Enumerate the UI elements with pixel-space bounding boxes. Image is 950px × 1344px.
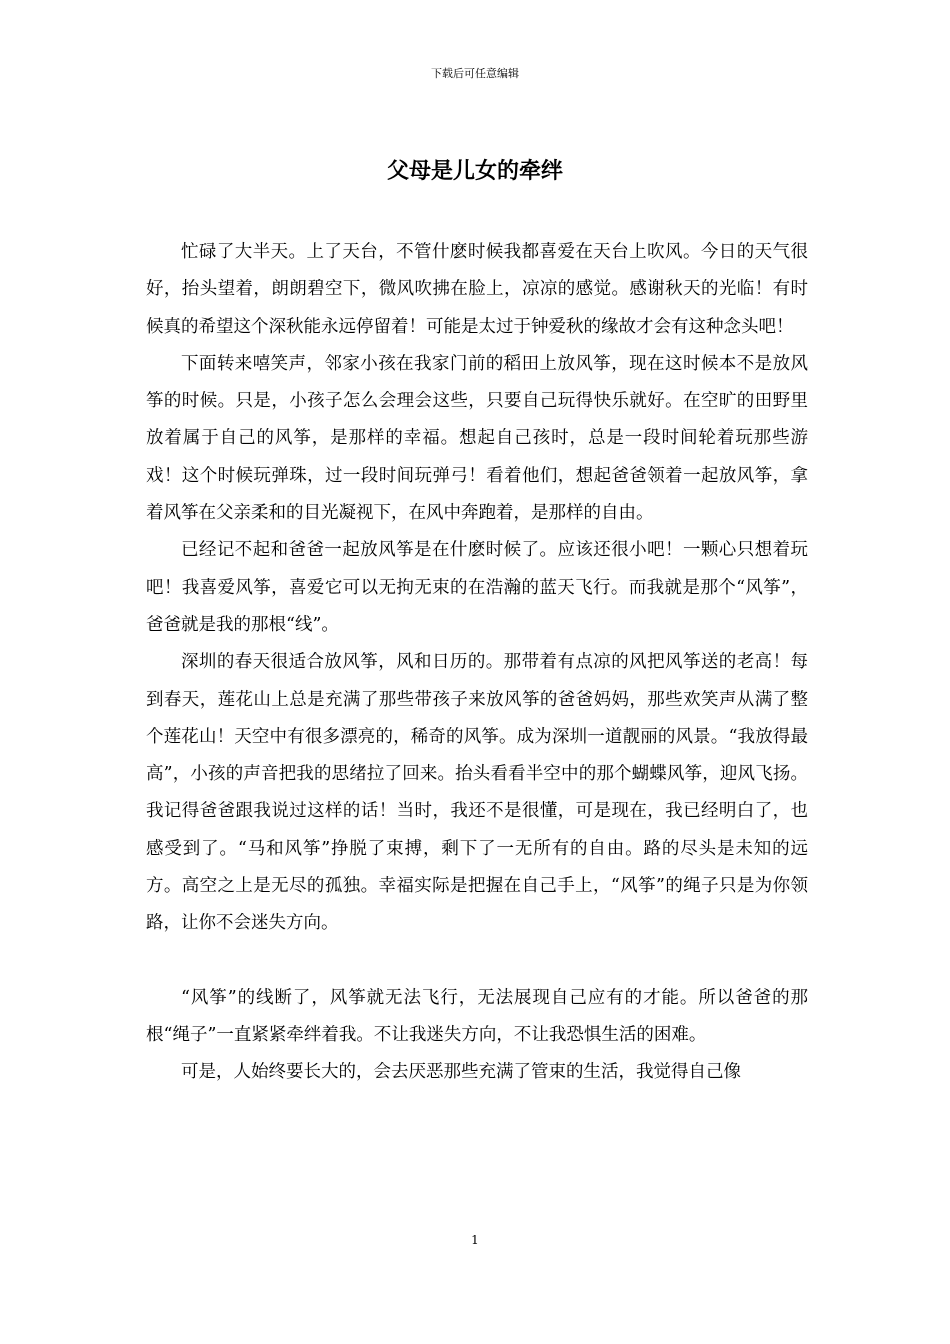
paragraph: “风筝”的线断了，风筝就无法飞行，无法展现自己应有的才能。所以爸爸的那根“绳子”一直紧紧牵绊着我。不让我迷失方向，不让我恐惧生活的困难。: [146, 987, 808, 1045]
page-header: 下载后可任意编辑: [431, 67, 519, 80]
document-title: 父母是儿女的牵绊: [386, 158, 563, 184]
paragraph: 忙碌了大半天。上了天台，不管什麽时候我都喜爱在天台上吹风。今日的天气很好，抬头望着，朗朗碧空下，微风吹拂在脸上，凉凉的感觉。感谢秋天的光临！有时候真的希望这个深秋能永远停留着！可能是太过于钟爱秋的缘故才会有这种念头吧！: [146, 242, 808, 337]
paragraph: 下面转来嘻笑声，邻家小孩在我家门前的稻田上放风筝，现在这时候本不是放风筝的时候。只是，小孩子怎么会理会这些，只要自己玩得快乐就好。在空旷的田野里放着属于自己的风筝，是那样的幸福。想起自己孩时，总是一段时间轮着玩那些游戏！这个时候玩弹珠，过一段时间玩弹弓！看着他们，想起爸爸领着一起放风筝，拿着风筝在父亲柔和的目光凝视下，在风中奔跑着，是那样的自由。: [146, 353, 808, 524]
paragraph: 可是，人始终要长大的，会去厌恶那些充满了管束的生活，我觉得自己像: [181, 1062, 741, 1083]
paragraph-gap: [146, 943, 808, 980]
paragraph: 已经记不起和爸爸一起放风筝是在什麽时候了。应该还很小吧！一颗心只想着玩吧！我喜爱风筝，喜爱它可以无拘无束的在浩瀚的蓝天飞行。而我就是那个“风筝”，爸爸就是我的那根“线”。: [146, 540, 808, 635]
document-body: [146, 234, 808, 1092]
paragraph: 深圳的春天很适合放风筝，风和日历的。那带着有点凉的风把风筝送的老高！每到春天，莲花山上总是充满了那些带孩子来放风筝的爸爸妈妈，那些欢笑声从满了整个莲花山！天空中有很多漂亮的，稀奇的风筝。成为深圳一道靓丽的风景。“我放得最高”，小孩的声音把我的思绪拉了回来。抬头看看半空中的那个蝴蝶风筝，迎风飞扬。我记得爸爸跟我说过这样的话！当时，我还不是很懂，可是现在，我已经明白了，也感受到了。“马和风筝”挣脱了束搏，剩下了一无所有的自由。路的尽头是未知的远方。高空之上是无尽的孤独。幸福实际是把握在自己手上，“风筝”的绳子只是为你领路，让你不会迷失方向。: [146, 652, 808, 934]
page-number: 1: [471, 1233, 479, 1247]
